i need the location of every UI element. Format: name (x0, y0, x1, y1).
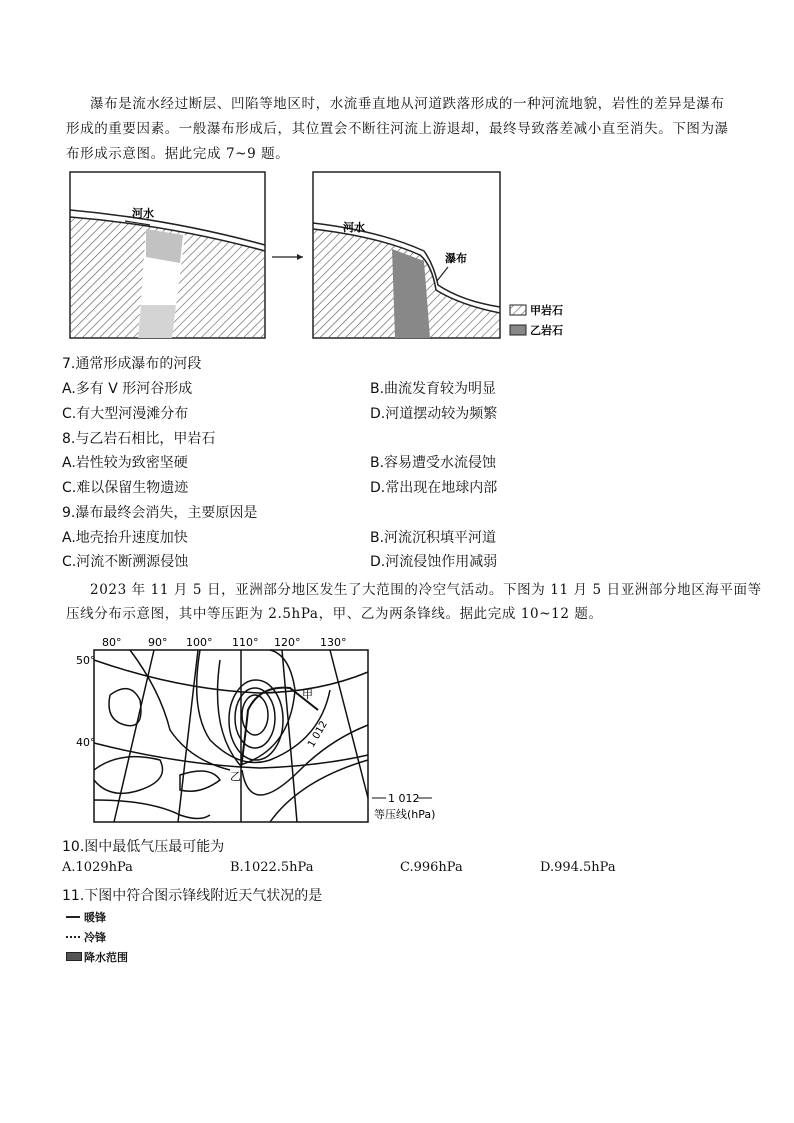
lon-label: 90° (148, 636, 168, 649)
lon-label: 120° (274, 636, 301, 649)
lat-label: 40° (76, 736, 96, 749)
waterfall-label: 瀑布 (445, 252, 467, 265)
option-10d[interactable]: D.994.5hPa (540, 860, 616, 875)
lon-label: 130° (320, 636, 347, 649)
option-8d[interactable]: D.常出现在地球内部 (370, 480, 498, 496)
river-label: 河水 (132, 207, 154, 220)
lon-label: 110° (232, 636, 259, 649)
warm-front-icon (66, 916, 80, 918)
legend-warm-front: 暖锋 (84, 911, 106, 924)
legend-isobar-label: 等压线(hPa) (374, 808, 436, 821)
passage-line: 2023 年 11 月 5 日，亚洲部分地区发生了大范围的冷空气活动。下图为 11 月 5 日亚洲部分地区海平面等 (90, 582, 762, 598)
cold-front-icon (66, 936, 80, 938)
legend-yi: 乙岩石 (530, 324, 563, 337)
lat-label: 50° (76, 654, 96, 667)
legend-isobar-value: 1 012 (388, 792, 420, 805)
option-10a[interactable]: A.1029hPa (62, 860, 133, 875)
river-label-right: 河水 (343, 221, 365, 234)
passage-line: 布形成示意图。据此完成 7~9 题。 (66, 146, 290, 162)
lon-label: 80° (102, 636, 122, 649)
question-10: 10.图中最低气压最可能为 (62, 839, 225, 855)
option-9b[interactable]: B.河流沉积填平河道 (370, 530, 497, 546)
front-label-yi: 乙 (230, 770, 241, 783)
question-8: 8.与乙岩石相比，甲岩石 (62, 431, 216, 447)
option-8c[interactable]: C.难以保留生物遗迹 (62, 480, 189, 496)
waterfall-figure (0, 165, 794, 345)
question-7: 7.通常形成瀑布的河段 (62, 356, 202, 372)
option-7c[interactable]: C.有大型河漫滩分布 (62, 406, 189, 422)
legend-precipitation: 降水范围 (84, 951, 128, 964)
option-7a[interactable]: A.多有 V 形河谷形成 (62, 381, 193, 397)
front-label-jia: 甲 (302, 688, 313, 701)
question-9: 9.瀑布最终会消失，主要原因是 (62, 505, 258, 521)
option-9a[interactable]: A.地壳抬升速度加快 (62, 530, 188, 546)
legend-jia: 甲岩石 (530, 304, 563, 317)
option-8b[interactable]: B.容易遭受水流侵蚀 (370, 455, 497, 471)
option-7b[interactable]: B.曲流发育较为明显 (370, 381, 497, 397)
isobar-value: 1 012 (306, 719, 330, 750)
passage-line: 压线分布示意图，其中等压距为 2.5hPa，甲、乙为两条锋线。据此完成 10~12 题。 (66, 606, 603, 622)
option-9d[interactable]: D.河流侵蚀作用减弱 (370, 554, 498, 570)
passage-line: 形成的重要因素。一般瀑布形成后，其位置会不断往河流上游退却，最终导致落差减小直至消失。下图为瀑 (66, 121, 729, 137)
option-8a[interactable]: A.岩性较为致密坚硬 (62, 455, 188, 471)
legend-cold-front: 冷锋 (84, 931, 106, 944)
passage-line: 瀑布是流水经过断层、凹陷等地区时，水流垂直地从河道跌落形成的一种河流地貌，岩性的差异是瀑布 (90, 96, 725, 112)
option-7d[interactable]: D.河道摆动较为频繁 (370, 406, 498, 422)
option-10c[interactable]: C.996hPa (400, 860, 463, 875)
option-10b[interactable]: B.1022.5hPa (230, 860, 314, 875)
precipitation-area-icon (66, 952, 82, 961)
lon-label: 100° (186, 636, 213, 649)
isobar-map (70, 630, 450, 830)
option-9c[interactable]: C.河流不断溯源侵蚀 (62, 554, 189, 570)
question-11: 11.下图中符合图示锋线附近天气状况的是 (62, 888, 323, 904)
